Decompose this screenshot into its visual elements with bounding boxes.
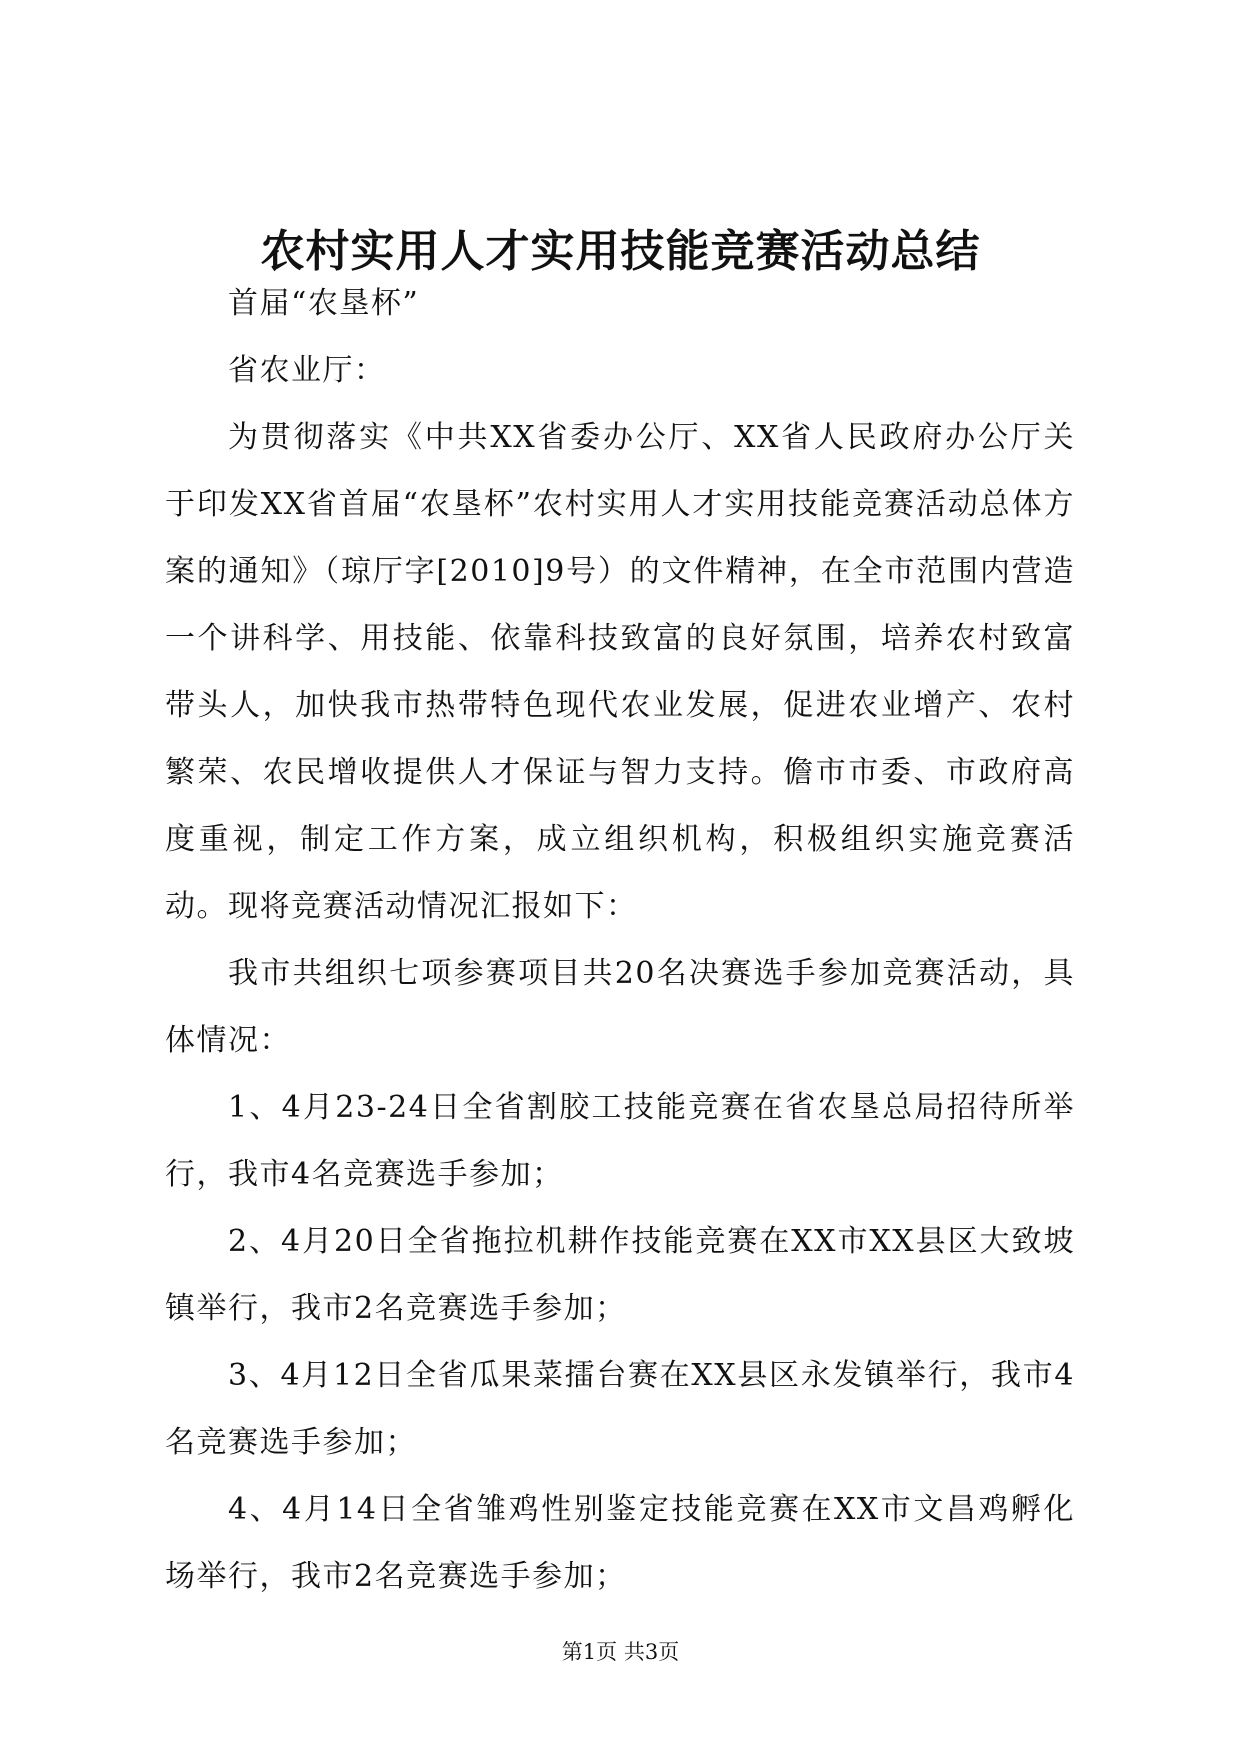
list-item-1: 1、4月23-24日全省割胶工技能竞赛在省农垦总局招待所举行，我市4名竞赛选手参加； — [165, 1090, 1075, 1192]
list-item-4: 4、4月14日全省雏鸡性别鉴定技能竞赛在XX市文昌鸡孵化场举行，我市2名竞赛选手参加； — [165, 1492, 1075, 1594]
subtitle-paragraph: 首届“农垦杯” — [228, 286, 420, 321]
document-title: 农村实用人才实用技能竞赛活动总结 — [260, 226, 981, 277]
document-body — [165, 270, 1075, 1610]
page-footer: 第1页 共3页 — [561, 1640, 680, 1664]
addressee-paragraph: 省农业厅： — [228, 353, 386, 388]
overview-paragraph: 我市共组织七项参赛项目共20名决赛选手参加竞赛活动，具体情况： — [165, 956, 1075, 1058]
intro-paragraph: 为贯彻落实《中共XX省委办公厅、XX省人民政府办公厅关于印发XX省首届“农垦杯”农村实用人才实用技能竞赛活动总体方案的通知》（琼厅字[2010]9号）的文件精神，在全市范围内营造一个讲科学、用技能、依靠科技致富的良好氛围，培养农村致富带头人，加快我市热带特色现代农业发展，促进农业增产、农村繁荣、农民增收提供人才保证与智力支持。儋市市委、市政府高度重视，制定工作方案，成立组织机构，积极组织实施竞赛活动。现将竞赛活动情况汇报如下： — [165, 420, 1075, 924]
list-item-3: 3、4月12日全省瓜果菜擂台赛在XX县区永发镇举行，我市4名竞赛选手参加； — [165, 1358, 1075, 1460]
list-item-2: 2、4月20日全省拖拉机耕作技能竞赛在XX市XX县区大致坡镇举行，我市2名竞赛选手参加； — [165, 1224, 1075, 1326]
